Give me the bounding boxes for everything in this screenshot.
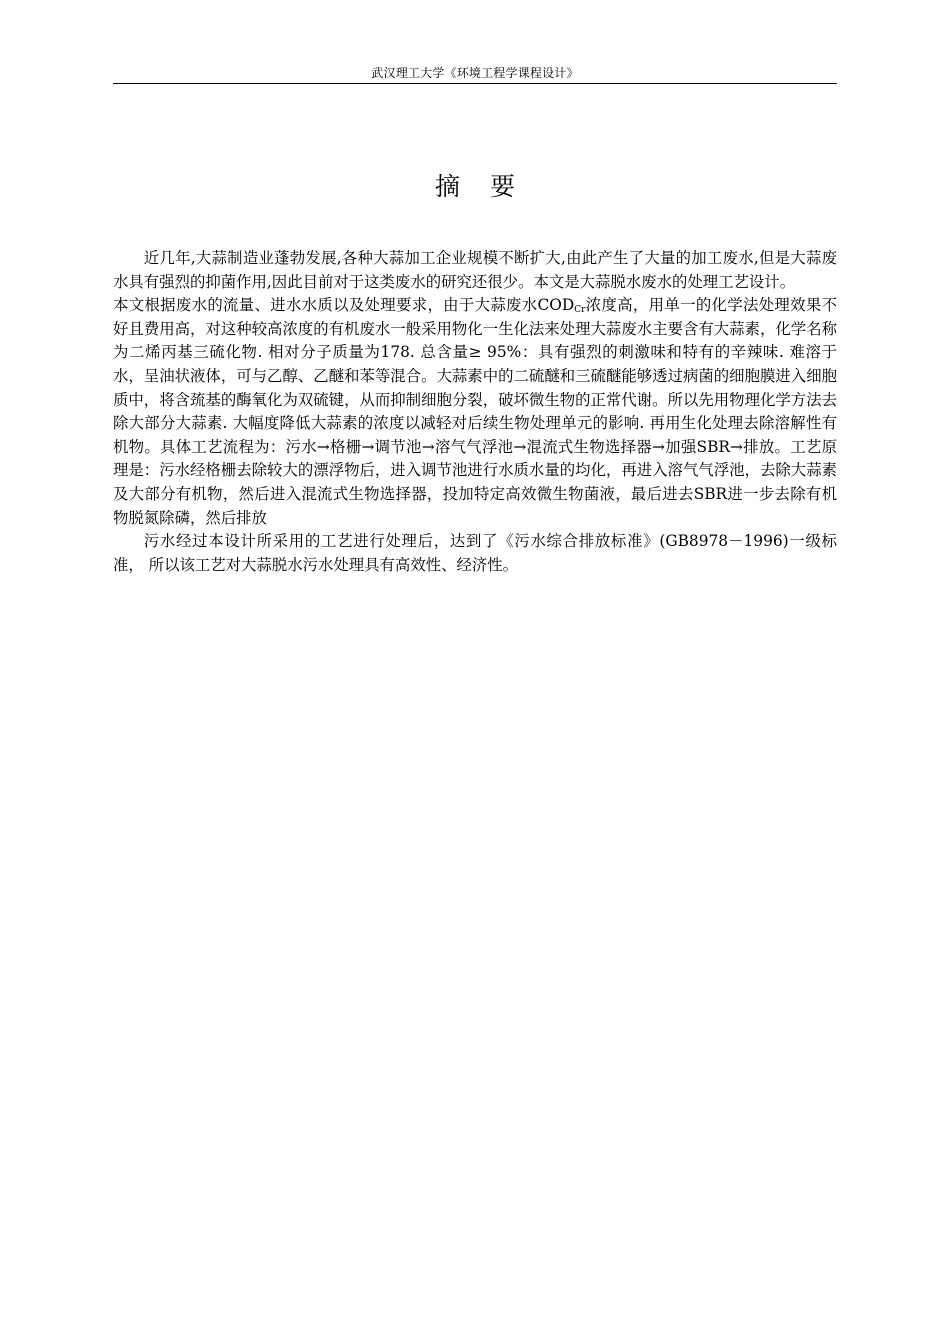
abstract-title <box>113 170 837 204</box>
running-header <box>113 66 837 84</box>
abstract-title-char-1: 摘 <box>434 172 460 201</box>
paragraph-2-text-rest: 浓度高，用单一的化学法处理效果不好且费用高，对这种较高浓度的有机废水一般采用物化一生化法来处理大蒜废水主要含有大蒜素，化学名称为二烯丙基三硫化物. 相对分子质量为178. 总含量≥ 95%：具有强烈的刺激味和特有的辛辣味. 难溶于水，呈油状液体，可与乙醇、乙醚和苯等混合。大蒜素中的二硫醚和三硫醚能够透过病菌的细胞膜进入细胞质中，将含巯基的酶氧化为双硫键，从而抑制细胞分裂，破坏微生物的正常代谢。所以先用物理化学方法去除大部分大蒜素. 大幅度降低大蒜素的浓度以减轻对后续生物处理单元的影响. 再用生化处理去除溶解性有机物。具体工艺流程为：污水→格栅→调节池→溶气气浮池→混流式生物选择器→加强SBR→排放。工艺原理是：污水经格栅去除较大的漂浮物后，进入调节池进行水质水量的均化，再进入溶气气浮池，去除大蒜素及大部分有机物，然后进入混流式生物选择器，投加特定高效微生物菌液，最后进去SBR进一步去除有机物脱氮除磷，然后排放 <box>113 296 837 527</box>
abstract-paragraph-2 <box>113 294 837 530</box>
abstract-paragraph-3: 污水经过本设计所采用的工艺进行处理后，达到了《污水综合排放标准》(GB8978－1996)一级标准， 所以该工艺对大蒜脱水污水处理具有高效性、经济性。 <box>113 532 837 574</box>
paragraph-2-text-start: 本文根据废水的流量、进水水质以及处理要求，由于大蒜废水COD <box>113 296 575 315</box>
cod-subscript: Cr <box>574 305 586 316</box>
abstract-body <box>113 247 837 577</box>
running-header-text: 武汉理工大学《环境工程学课程设计》 <box>371 66 579 80</box>
abstract-paragraph-1: 近几年,大蒜制造业蓬勃发展,各种大蒜加工企业规模不断扩大,由此产生了大量的加工废水,但是大蒜废水具有强烈的抑菌作用,因此目前对于这类废水的研究还很少。本文是大蒜脱水废水的处理工艺设计。 <box>113 249 837 291</box>
abstract-title-char-2: 要 <box>490 172 516 201</box>
